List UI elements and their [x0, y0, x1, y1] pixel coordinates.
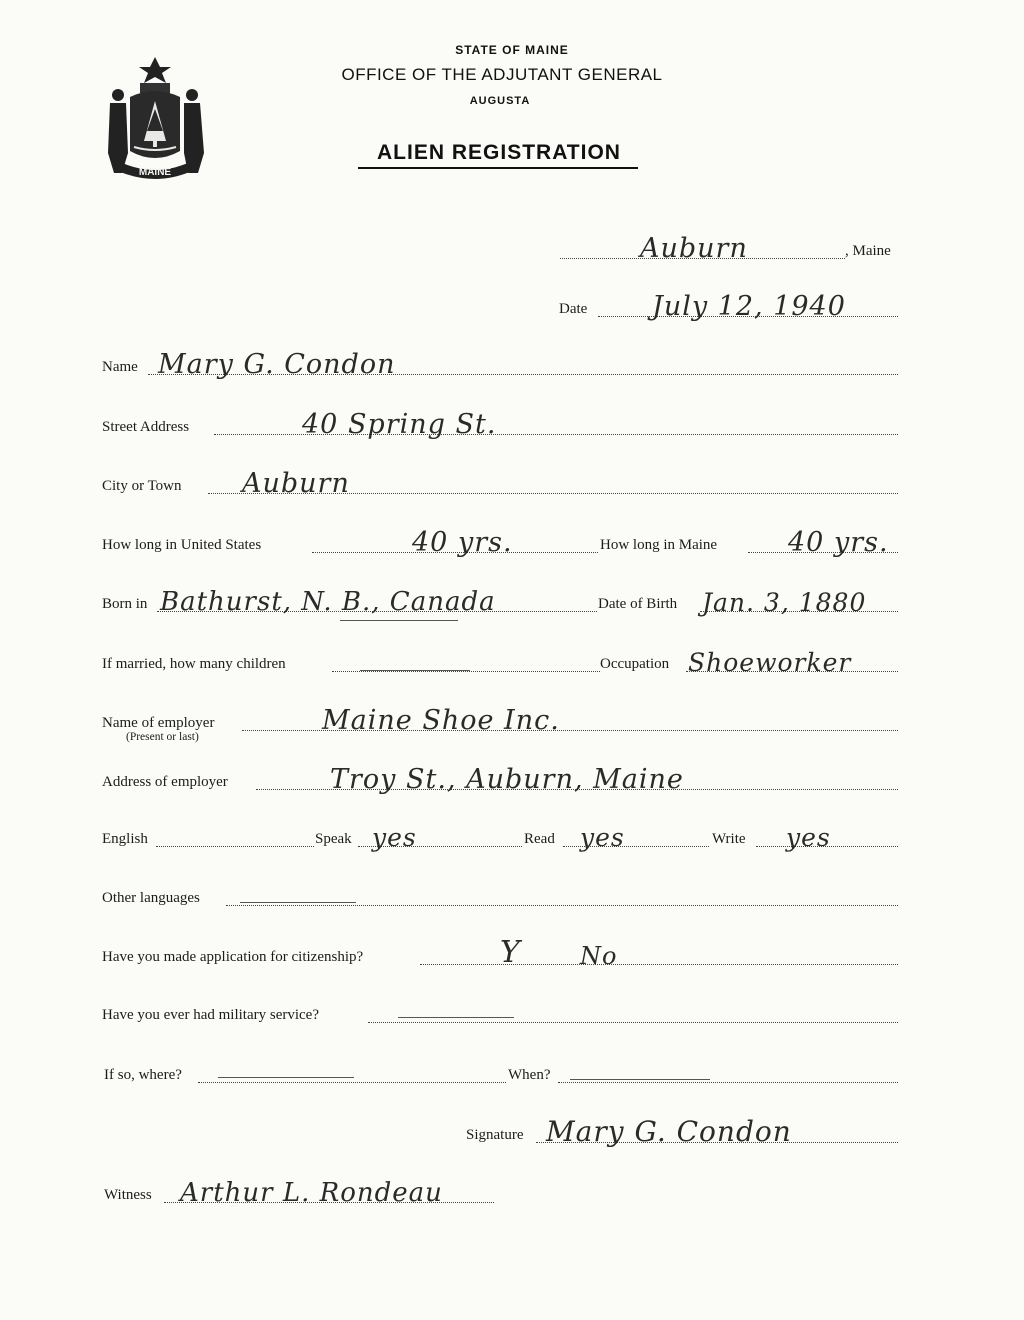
citizenship-row	[0, 935, 1024, 972]
date-value[interactable]: July 12, 1940	[652, 291, 846, 322]
military-label: Have you ever had military service?	[102, 1007, 319, 1023]
read-value[interactable]: yes	[580, 823, 625, 852]
city-label: City or Town	[102, 478, 182, 494]
svg-text:MAINE: MAINE	[138, 167, 172, 178]
title-underline	[358, 167, 638, 169]
street-label: Street Address	[102, 419, 190, 435]
english-row	[0, 820, 1024, 854]
town-row	[0, 232, 1024, 266]
citizenship-value[interactable]: No	[580, 942, 618, 970]
dob-label: Date of Birth	[598, 596, 678, 612]
when-blank-stroke	[570, 1079, 710, 1080]
employer-label: Name of employer	[102, 715, 215, 731]
speak-label: Speak	[315, 831, 352, 847]
when-label: When?	[508, 1067, 551, 1083]
children-blank-stroke	[360, 670, 470, 671]
where-blank-stroke	[218, 1077, 354, 1078]
where-label: If so, where?	[104, 1067, 182, 1083]
street-value[interactable]: 40 Spring St.	[302, 409, 497, 440]
town-suffix-label: , Maine	[845, 243, 891, 259]
read-label: Read	[524, 831, 555, 847]
employer-sublabel: (Present or last)	[126, 731, 199, 743]
where-when-row	[0, 1056, 1024, 1090]
military-blank-stroke	[398, 1017, 514, 1018]
signature-row	[0, 1116, 1024, 1150]
other-languages-blank-stroke	[240, 902, 356, 903]
name-value[interactable]: Mary G. Condon	[158, 349, 396, 380]
header-office: OFFICE OF THE ADJUTANT GENERAL	[341, 65, 663, 84]
us-duration-value[interactable]: 40 yrs.	[412, 527, 513, 558]
signature-value[interactable]: Mary G. Condon	[546, 1115, 792, 1148]
speak-value[interactable]: yes	[372, 823, 417, 852]
employer-address-value[interactable]: Troy St., Auburn, Maine	[330, 764, 684, 795]
witness-row	[0, 1176, 1024, 1210]
military-row	[0, 996, 1024, 1030]
city-value[interactable]: Auburn	[242, 468, 350, 499]
employer-value[interactable]: Maine Shoe Inc.	[322, 705, 560, 736]
date-row	[0, 290, 1024, 324]
married-label: If married, how many children	[102, 656, 286, 672]
other-languages-label: Other languages	[102, 890, 200, 906]
born-label: Born in	[102, 596, 148, 612]
employer-address-row	[0, 763, 1024, 797]
write-label: Write	[712, 831, 746, 847]
occupation-value[interactable]: Shoeworker	[688, 648, 852, 677]
city-row	[0, 467, 1024, 501]
citizenship-struck-mark: Y	[500, 935, 521, 970]
witness-value[interactable]: Arthur L. Rondeau	[180, 1178, 443, 1208]
header-state: STATE OF MAINE	[455, 43, 569, 57]
employer-address-label: Address of employer	[102, 774, 228, 790]
form-title: ALIEN REGISTRATION	[377, 141, 621, 164]
us-duration-label: How long in United States	[102, 537, 262, 553]
name-label: Name	[102, 359, 138, 375]
dob-value[interactable]: Jan. 3, 1880	[702, 588, 867, 617]
date-label: Date	[559, 301, 588, 317]
occupation-label: Occupation	[600, 656, 670, 672]
street-row	[0, 408, 1024, 442]
residence-row	[0, 526, 1024, 560]
other-languages-row	[0, 879, 1024, 913]
write-value[interactable]: yes	[786, 823, 831, 852]
name-row	[0, 348, 1024, 382]
maine-duration-label: How long in Maine	[600, 537, 718, 553]
english-label: English	[102, 831, 148, 847]
maine-duration-value[interactable]: 40 yrs.	[788, 527, 889, 558]
married-row	[0, 645, 1024, 679]
citizenship-label: Have you made application for citizenship?	[102, 949, 364, 965]
header-city: AUGUSTA	[469, 95, 531, 107]
witness-label: Witness	[104, 1187, 152, 1203]
born-value[interactable]: Bathurst, N. B., Canada	[160, 587, 496, 617]
born-row	[0, 585, 1024, 619]
town-value[interactable]: Auburn	[640, 233, 748, 264]
underline-stroke	[340, 620, 458, 621]
signature-label: Signature	[466, 1127, 524, 1143]
